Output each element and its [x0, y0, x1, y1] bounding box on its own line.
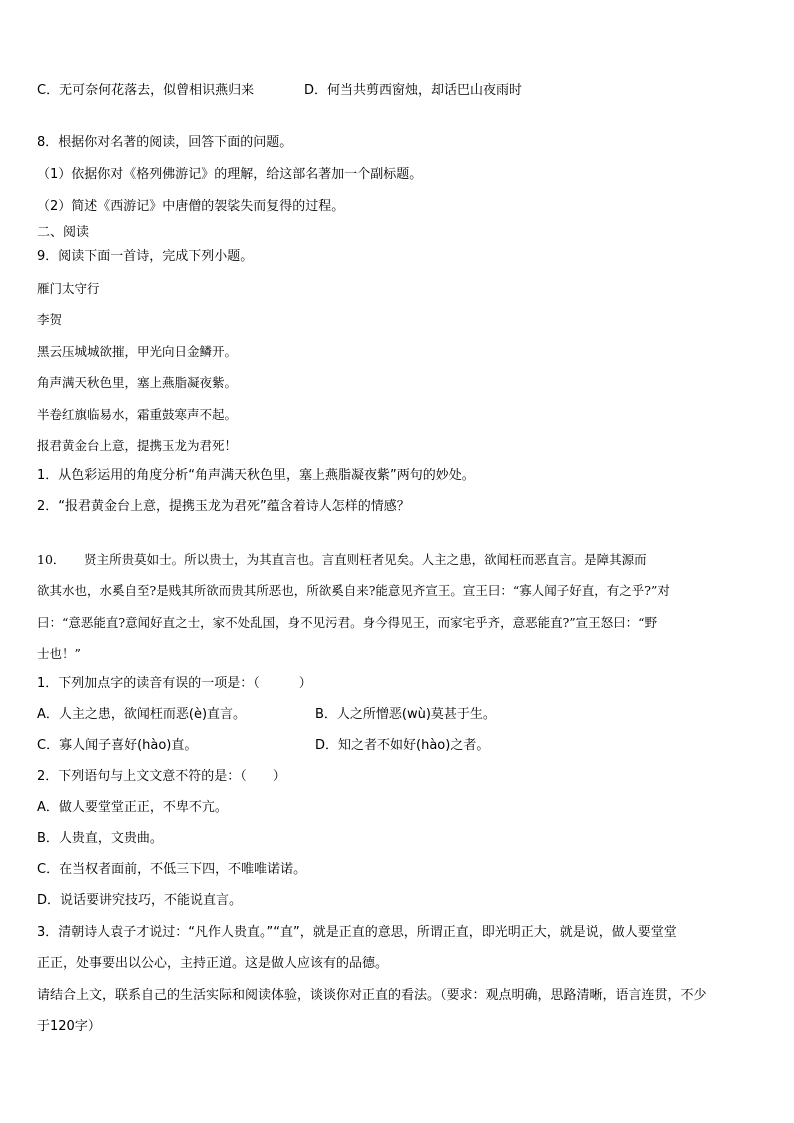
q10-sub2-option-d: D．说话要讲究技巧，不能说直言。 — [37, 893, 243, 908]
q10-sub1-option-a: A．人主之患，欲闻枉而恶(è)直言。 — [37, 707, 247, 722]
q10-passage-line: 欲其水也，水奚自至?是贱其所欲而贵其所恶也，所欲奚自来?能意见齐宣王。宣王曰：“寡人闻子好直，有之乎?”对 — [37, 583, 670, 598]
q10-passage-line: 士也！” — [37, 646, 81, 661]
poem-line: 半卷红旗临易水，霜重鼓寒声不起。 — [37, 407, 238, 422]
q10-sub2-option-b: B．人贵直，文贵曲。 — [37, 831, 163, 846]
q9-sub2: 2．“报君黄金台上意，提携玉龙为君死”蕴含着诗人怎样的情感？ — [37, 499, 410, 514]
q10-passage-line: 10． 贤主所贵莫如士。所以贵士，为其直言也。言直则枉者见矣。人主之患，欲闻枉而恶直言。是障其源而 — [37, 552, 647, 567]
q10-sub3-line: 请结合上文，联系自己的生活实际和阅读体验，谈谈你对正直的看法。（要求：观点明确，思路清晰，语言连贯，不少 — [37, 988, 707, 1003]
q10-sub1-option-c: C．寡人闻子喜好(hào)直。 — [37, 738, 198, 753]
poem-title: 雁门太守行 — [37, 281, 100, 296]
q10-sub2-option-a: A．做人要堂堂正正，不卑不亢。 — [37, 800, 228, 815]
q9-sub1: 1．从色彩运用的角度分析“角声满天秋色里，塞上燕脂凝夜紫”两句的妙处。 — [37, 468, 475, 483]
q10-sub1-option-b: B．人之所憎恶(wù)莫甚于生。 — [315, 707, 496, 722]
q10-sub3-line: 于120字） — [37, 1019, 101, 1034]
q7-option-c: C．无可奈何花落去，似曾相识燕归来 — [37, 83, 255, 98]
poem-line: 黑云压城城欲摧，甲光向日金鳞开。 — [37, 344, 238, 359]
q10-sub2-option-c: C．在当权者面前，不低三下四，不唯唯诺诺。 — [37, 862, 307, 877]
poem-author: 李贺 — [37, 312, 63, 327]
q8-sub2: （2）简述《西游记》中唐僧的袈裟失而复得的过程。 — [37, 199, 345, 214]
section-heading: 二、阅读 — [37, 225, 90, 240]
q8-stem: 8．根据你对名著的阅读，回答下面的问题。 — [37, 135, 293, 150]
poem-line: 角声满天秋色里，塞上燕脂凝夜紫。 — [37, 375, 238, 390]
q10-sub3-line: 3．清朝诗人袁子才说过：“凡作人贵直。”“直”，就是正直的意思，所谓正直，即光明正大，就是说，做人要堂堂 — [37, 925, 677, 940]
q10-sub2-stem: 2．下列语句与上文文意不符的是：（ ） — [37, 769, 286, 784]
q8-sub1: （1）依据你对《格列佛游记》的理解，给这部名著加一个副标题。 — [37, 167, 423, 182]
q7-option-d: D．何当共剪西窗烛，却话巴山夜雨时 — [304, 83, 523, 98]
q9-stem: 9．阅读下面一首诗，完成下列小题。 — [37, 249, 254, 264]
q10-sub1-stem: 1．下列加点字的读音有误的一项是：（ ） — [37, 676, 312, 691]
q10-passage-line: 曰：“意恶能直?意闻好直之士，家不处乱国，身不见污君。身今得见王，而家宅乎齐，意恶能直?”宣王怒曰：“野 — [37, 615, 658, 630]
poem-line: 报君黄金台上意，提携玉龙为君死！ — [37, 438, 238, 453]
q10-sub1-option-d: D．知之者不如好(hào)之者。 — [315, 738, 490, 753]
q10-sub3-line: 正正，处事要出以公心，主持正道。这是做人应该有的品德。 — [37, 956, 389, 971]
